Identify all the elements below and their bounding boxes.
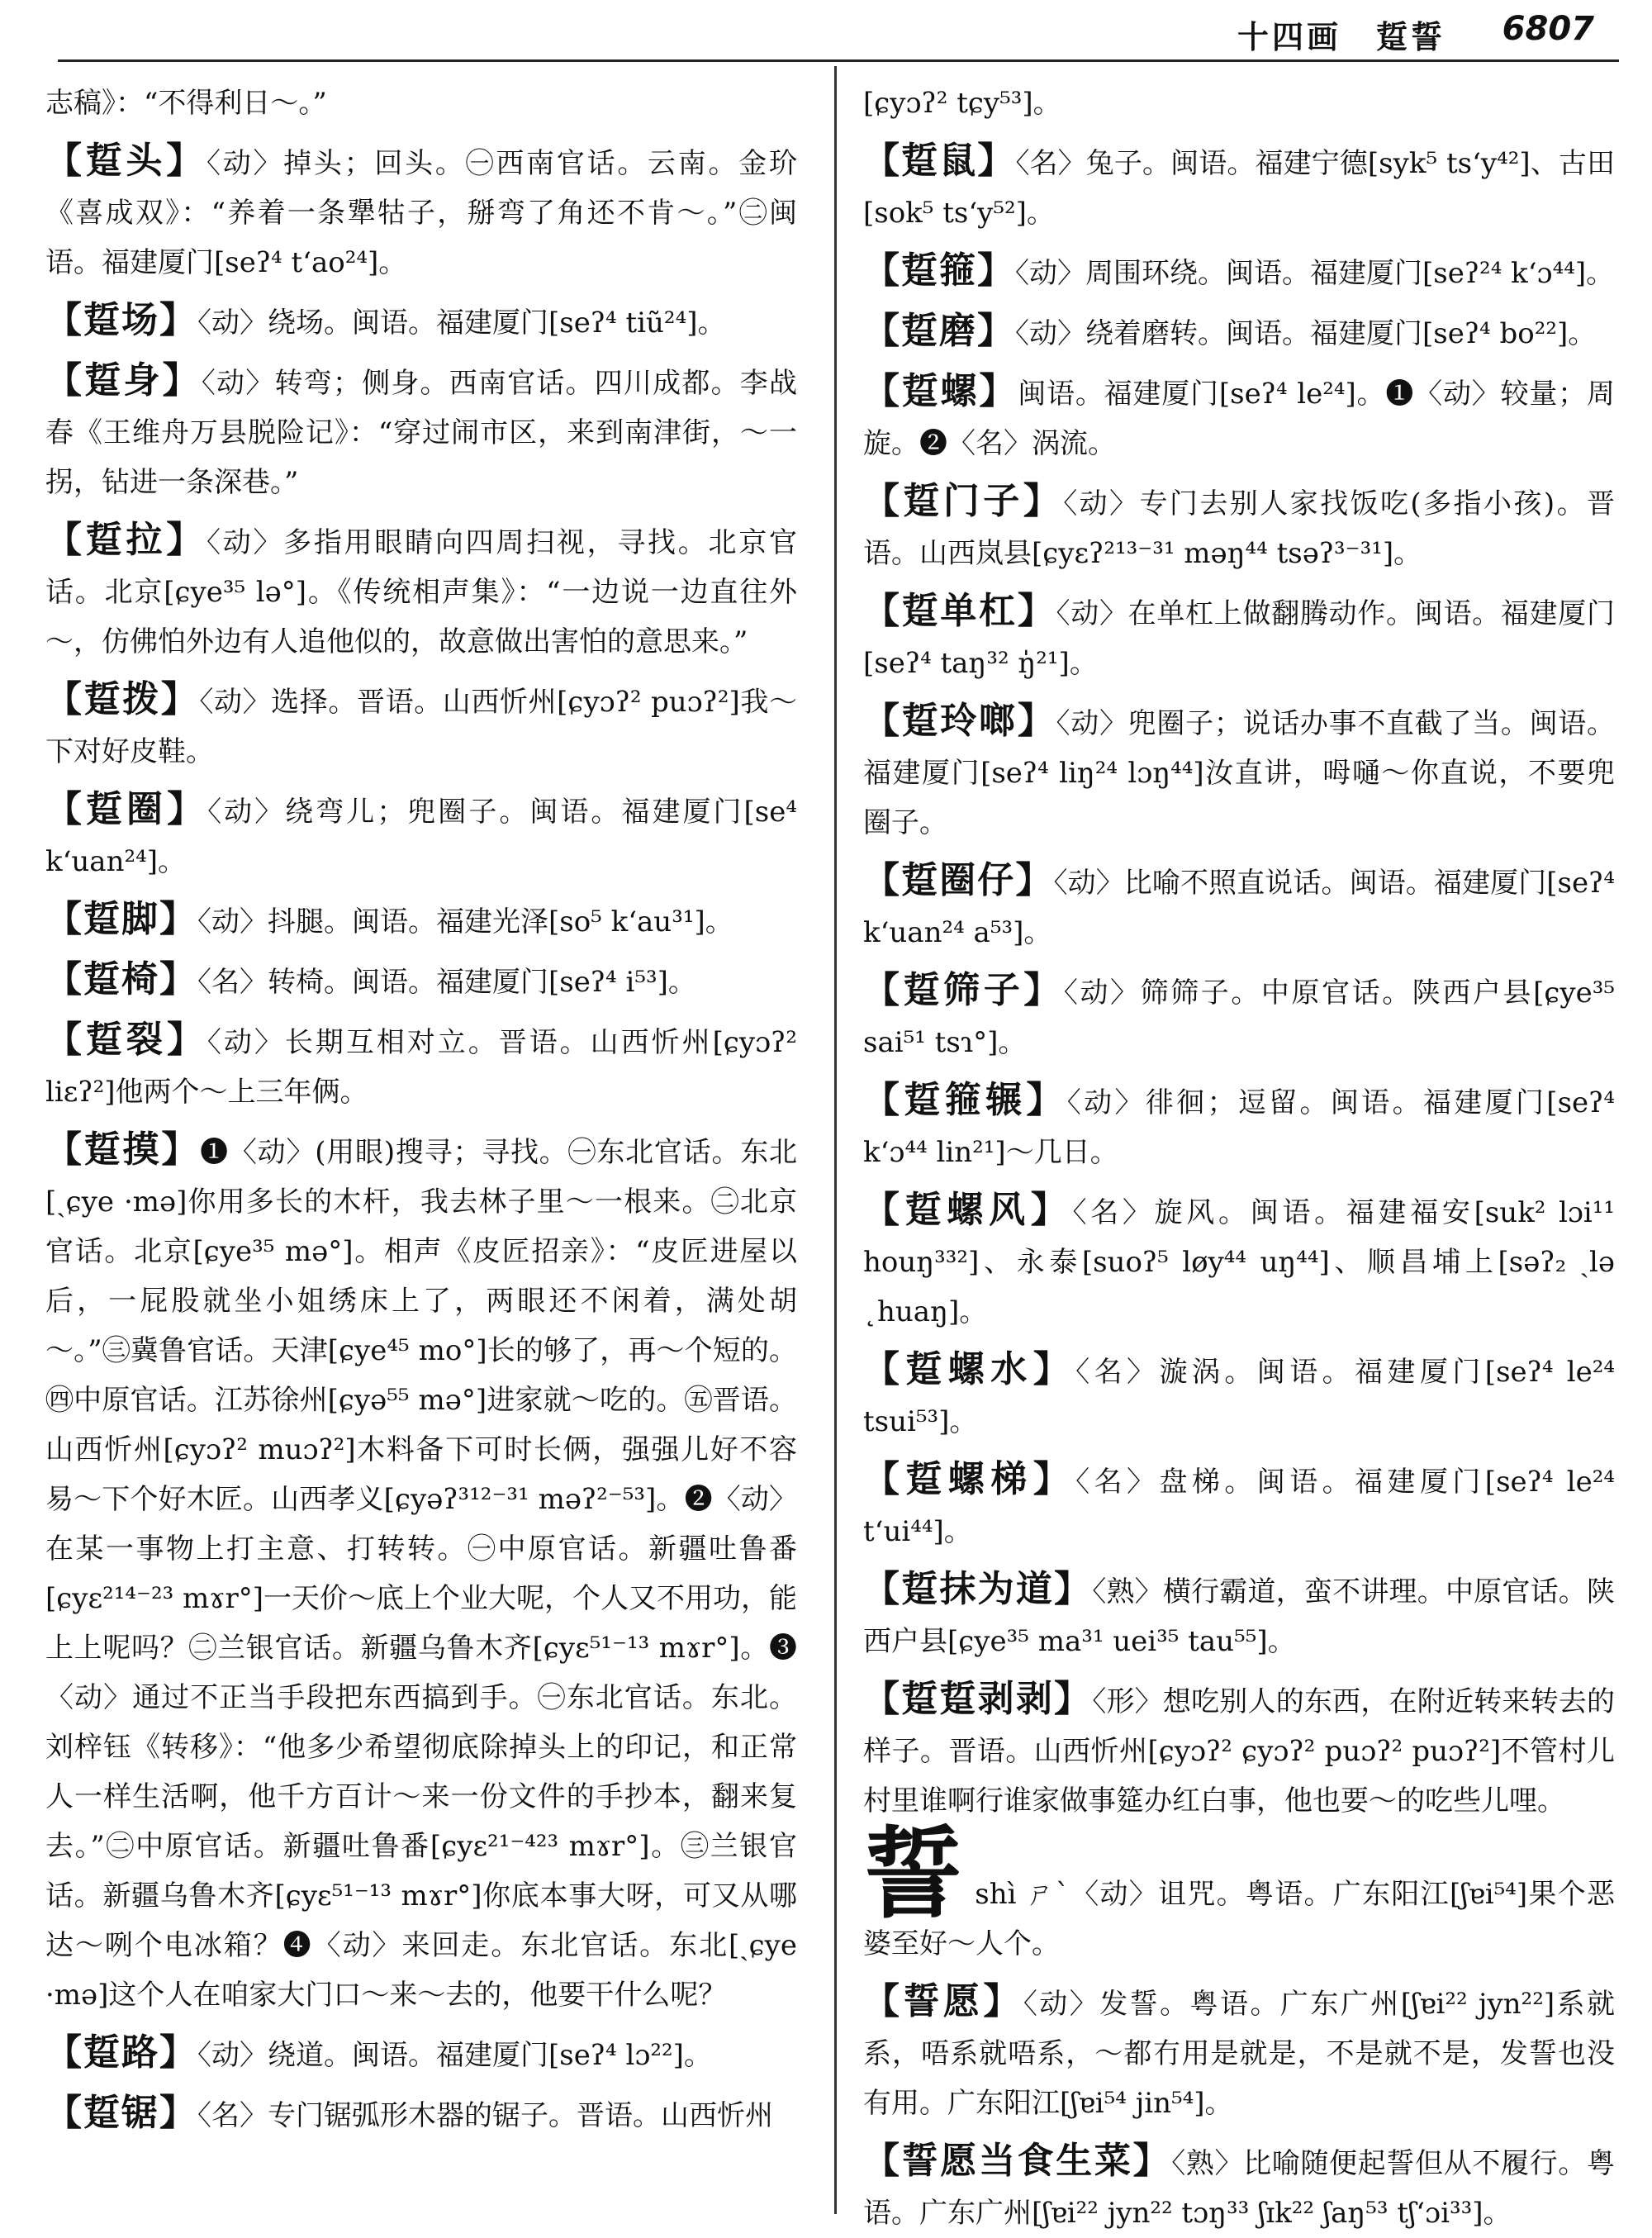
entry-headword: 【踅螺风】 (863, 1189, 1073, 1231)
dictionary-entry (863, 587, 1615, 688)
entry-text: 〈名〉转椅。闽语。福建厦门[seʔ⁴ i⁵³]。 (197, 966, 696, 999)
entry-text: 〈名〉兔子。闽语。福建宁德[syk⁵ ts‘y⁴²]、古田[sok⁵ ts‘y⁵²]。 (863, 147, 1615, 230)
dictionary-entry (863, 477, 1615, 578)
character-heading: 誓 (863, 1817, 964, 1932)
entry-headword: 【踅脚】 (45, 898, 197, 940)
entry-headword: 【踅鼠】 (863, 140, 1016, 182)
entry-text: 〈动〉兜圈子；说话办事不直截了当。闽语。福建厦门[seʔ⁴ liŋ²⁴ lɔŋ⁴⁴]汝直讲，呣嗵～你直说，不要兜圈子。 (863, 707, 1616, 839)
dictionary-entry (863, 246, 1615, 298)
dictionary-entry (863, 1565, 1615, 1666)
entry-text: 〈动〉选择。晋语。山西忻州[ɕyɔʔ² puɔʔ²]我～下对好皮鞋。 (45, 686, 797, 768)
entry-headword: 【踅圈仔】 (863, 859, 1054, 901)
entry-headword: 【踅箍】 (863, 249, 1015, 292)
entry-text: 〈形〉想吃别人的东西，在附近转来转去的样子。晋语。山西忻州[ɕyɔʔ² ɕyɔʔ² puɔʔ² puɔʔ²]不管村儿村里谁啊行谁家做事筵办红白事，他也要～的吃些儿哩。 (863, 1685, 1615, 1817)
dictionary-entry (863, 1345, 1615, 1447)
entry-text: 志稿》：“不得利日～。” (45, 87, 327, 120)
entry-text: 〈动〉长期互相对立。晋语。山西忻州[ɕyɔʔ² liɛʔ²]他两个～上三年俩。 (45, 1026, 797, 1109)
entry-headword: 【踅摸】 (45, 1129, 201, 1171)
entry-headword: 【踅拨】 (45, 678, 200, 720)
dictionary-entry (45, 78, 797, 128)
entry-text: 〈熟〉比喻随便起誓但从不履行。粤语。广东广州[ʃɐi²² jyn²² tɔŋ³³ ʃɪk²² ʃaŋ⁵³ tʃ‘ɔi³³]。 (863, 2147, 1616, 2230)
entry-text: 〈名〉漩涡。闽语。福建厦门[seʔ⁴ le²⁴ tsui⁵³]。 (863, 1356, 1615, 1438)
section-title: 十四画 踅誓 (1237, 18, 1446, 55)
entry-text: 〈名〉旋风。闽语。福建福安[suk² lɔi¹¹ houŋ³³²]、永泰[suoʔ⁵ løy⁴⁴ uŋ⁴⁴]、顺昌埔上[səʔ₂ ˏlə ˛huaŋ]。 (863, 1196, 1615, 1328)
dictionary-entry (45, 2028, 797, 2080)
entry-text: shì ㄕˋ〈动〉诅咒。粤语。广东阳江[ʃɐi⁵⁴]果个恶婆至好～人个。 (863, 1878, 1615, 1960)
entry-headword: 【踅圈】 (45, 788, 208, 830)
entry-headword: 【踅单杠】 (863, 590, 1056, 632)
right-column (863, 78, 1616, 2230)
entry-headword: 【踅头】 (45, 140, 206, 182)
entry-headword: 【踅场】 (45, 299, 197, 341)
left-column (45, 78, 797, 2210)
dictionary-entry (863, 306, 1615, 359)
dictionary-entry (863, 367, 1615, 468)
entry-headword: 【踅箍辗】 (863, 1079, 1067, 1121)
entry-headword: 【踅踅剥剥】 (863, 1678, 1093, 1720)
entry-headword: 【踅抹为道】 (863, 1568, 1093, 1610)
entry-headword: 【踅裂】 (45, 1019, 207, 1061)
entry-text: 〈动〉多指用眼睛向四周扫视，寻找。北京官话。北京[ɕye³⁵ lə°]。《传统相声集》：“一边说一边直往外～，仿佛怕外边有人追他似的，故意做出害怕的意思来。” (45, 526, 798, 658)
character-entry (863, 1817, 1615, 1969)
dictionary-entry (45, 296, 797, 348)
entry-headword: 【踅螺】 (863, 370, 1018, 412)
dictionary-entry (45, 516, 797, 667)
dictionary-entry (45, 955, 797, 1007)
entry-text: 〈动〉周围环绕。闽语。福建厦门[seʔ²⁴ k‘ɔ⁴⁴]。 (1015, 257, 1615, 290)
entry-text: 〈动〉绕弯儿；兜圈子。闽语。福建厦门[se⁴ k‘uan²⁴]。 (45, 796, 798, 878)
entry-headword: 【踅拉】 (45, 519, 206, 561)
entry-text: 〈动〉转弯；侧身。西南官话。四川成都。李战春《王维舟万县脱险记》：“穿过闹市区，来到南津街，～一拐，钻进一条深巷。” (45, 367, 798, 499)
entry-text: 〈动〉专门去别人家找饭吃(多指小孩)。晋语。山西岚县[ɕyɛʔ²¹³⁻³¹ məŋ⁴⁴ tsəʔ³⁻³¹]。 (863, 487, 1616, 570)
column-divider (834, 66, 837, 2214)
page-number: 6807 (1502, 10, 1594, 48)
dictionary-entry (863, 696, 1615, 848)
entry-headword: 【誓愿当食生菜】 (863, 2140, 1172, 2182)
dictionary-entry (45, 675, 797, 777)
dictionary-entry (45, 356, 797, 507)
entry-headword: 【踅门子】 (863, 480, 1064, 522)
entry-headword: 【踅螺水】 (863, 1348, 1076, 1390)
dictionary-entry (45, 785, 797, 886)
dictionary-entry (863, 136, 1615, 238)
dictionary-entry (863, 856, 1615, 957)
entry-text: 〈动〉绕场。闽语。福建厦门[seʔ⁴ tiũ²⁴]。 (197, 306, 726, 340)
entry-text: 〈动〉筛筛子。中原官话。陕西户县[ɕye³⁵ sai⁵¹ tsɿ°]。 (863, 976, 1615, 1059)
dictionary-entry (45, 1125, 797, 2020)
entry-headword: 【誓愿】 (863, 1980, 1023, 2022)
dictionary-entry (45, 2088, 797, 2141)
page-header (58, 0, 1619, 62)
dictionary-entry (863, 1977, 1615, 2128)
dictionary-entry (45, 136, 797, 287)
entry-headword: 【踅玲啷】 (863, 700, 1056, 742)
entry-text: 闽语。福建厦门[seʔ⁴ le²⁴]。❶〈动〉较量；周旋。❷〈名〉涡流。 (863, 378, 1615, 460)
entry-headword: 【踅磨】 (863, 310, 1015, 352)
entry-text: ❶〈动〉(用眼)搜寻；寻找。㊀东北官话。东北[ˏɕye ·mə]你用多长的木杆，我去林子里～一根来。㊁北京官话。北京[ɕye³⁵ mə°]。相声《皮匠招亲》：“皮匠进屋以后，一屁股就坐小姐绣床上了，两眼还不闲着，满处胡～。”㊂冀鲁官话。天津[ɕye⁴⁵ mo°]长的够了，再～个短的。㊃中原官话。江苏徐州[ɕyə⁵⁵ mə°]进家就～吃的。㊄晋语。山西忻州[ɕyɔʔ² muɔʔ²]木料备下可时长俩，强强儿好不容易～下个好木匠。山西孝义[ɕyəʔ³¹²⁻³¹ məʔ²⁻⁵³]。❷〈动〉在某一事物上打主意、打转转。㊀中原官话。新疆吐鲁番[ɕyɛ²¹⁴⁻²³ mɤr°]一天价～底上个业大呢，个人又不用功，能上上呢吗？㊁兰银官话。新疆乌鲁木齐[ɕyɛ⁵¹⁻¹³ mɤr°]。❸〈动〉通过不正当手段把东西搞到手。㊀东北官话。东北。刘梓钰《转移》：“他多少希望彻底除掉头上的印记，和正常人一样生活啊，他千方百计～来一份文件的手抄本，翻来复去。”㊁中原官话。新疆吐鲁番[ɕyɛ²¹⁻⁴²³ mɤr°]。㊂兰银官话。新疆乌鲁木齐[ɕyɛ⁵¹⁻¹³ mɤr°]你底本事大呀，可又从哪达～咧个电冰箱？❹〈动〉来回走。东北官话。东北[ˏɕye ·mə]这个人在咱家大门口～来～去的，他要干什么呢？ (45, 1136, 798, 2012)
entry-text: 〈动〉掉头；回头。㊀西南官话。云南。金玠《喜成双》：“养着一条犟牯子，掰弯了角还不肯～。”㊁闽语。福建厦门[seʔ⁴ t‘ao²⁴]。 (45, 147, 798, 279)
dictionary-entry (863, 966, 1615, 1067)
entry-headword: 【踅路】 (45, 2031, 197, 2074)
entry-text: 〈名〉专门锯弧形木器的锯子。晋语。山西忻州 (197, 2099, 773, 2132)
dictionary-entry (863, 1186, 1615, 1337)
entry-text: 〈动〉比喻不照直说话。闽语。福建厦门[seʔ⁴ k‘uan²⁴ a⁵³]。 (863, 867, 1615, 949)
entry-text: 〈动〉发誓。粤语。广东广州[ʃɐi²² jyn²²]系就系，唔系就唔系，～都冇用是就是，不是就不是，发誓也没有用。广东阳江[ʃɐi⁵⁴ jin⁵⁴]。 (863, 1988, 1615, 2120)
entry-text: 〈动〉绕着磨转。闽语。福建厦门[seʔ⁴ bo²²]。 (1015, 317, 1597, 350)
dictionary-entry (863, 1076, 1615, 1177)
entry-text: 〈动〉在单杠上做翻腾动作。闽语。福建厦门[seʔ⁴ taŋ³² ŋ̍²¹]。 (863, 597, 1616, 680)
entry-headword: 【踅锯】 (45, 2092, 197, 2134)
entry-text: [ɕyɔʔ² tɕy⁵³]。 (863, 87, 1061, 120)
entry-text: 〈动〉抖腿。闽语。福建光泽[so⁵ k‘au³¹]。 (197, 905, 733, 938)
entry-headword: 【踅筛子】 (863, 969, 1064, 1011)
entry-headword: 【踅身】 (45, 359, 202, 402)
entry-text: 〈熟〉横行霸道，蛮不讲理。中原官话。陕西户县[ɕye³⁵ ma³¹ uei³⁵ tau⁵⁵]。 (863, 1575, 1615, 1658)
dictionary-entry (863, 78, 1615, 128)
dictionary-entry (863, 1675, 1615, 1826)
entry-text: 〈动〉徘徊；逗留。闽语。福建厦门[seʔ⁴ k‘ɔ⁴⁴ lin²¹]～几日。 (863, 1086, 1616, 1169)
dictionary-entry (45, 895, 797, 947)
entry-headword: 【踅椅】 (45, 958, 197, 1000)
entry-headword: 【踅螺梯】 (863, 1458, 1076, 1500)
dictionary-entry (863, 1455, 1615, 1556)
dictionary-entry (863, 2136, 1615, 2238)
entry-text: 〈动〉绕道。闽语。福建厦门[seʔ⁴ lɔ²²]。 (197, 2039, 712, 2072)
dictionary-entry (45, 1015, 797, 1117)
entry-text: 〈名〉盘梯。闽语。福建厦门[seʔ⁴ le²⁴ t‘ui⁴⁴]。 (863, 1466, 1615, 1548)
